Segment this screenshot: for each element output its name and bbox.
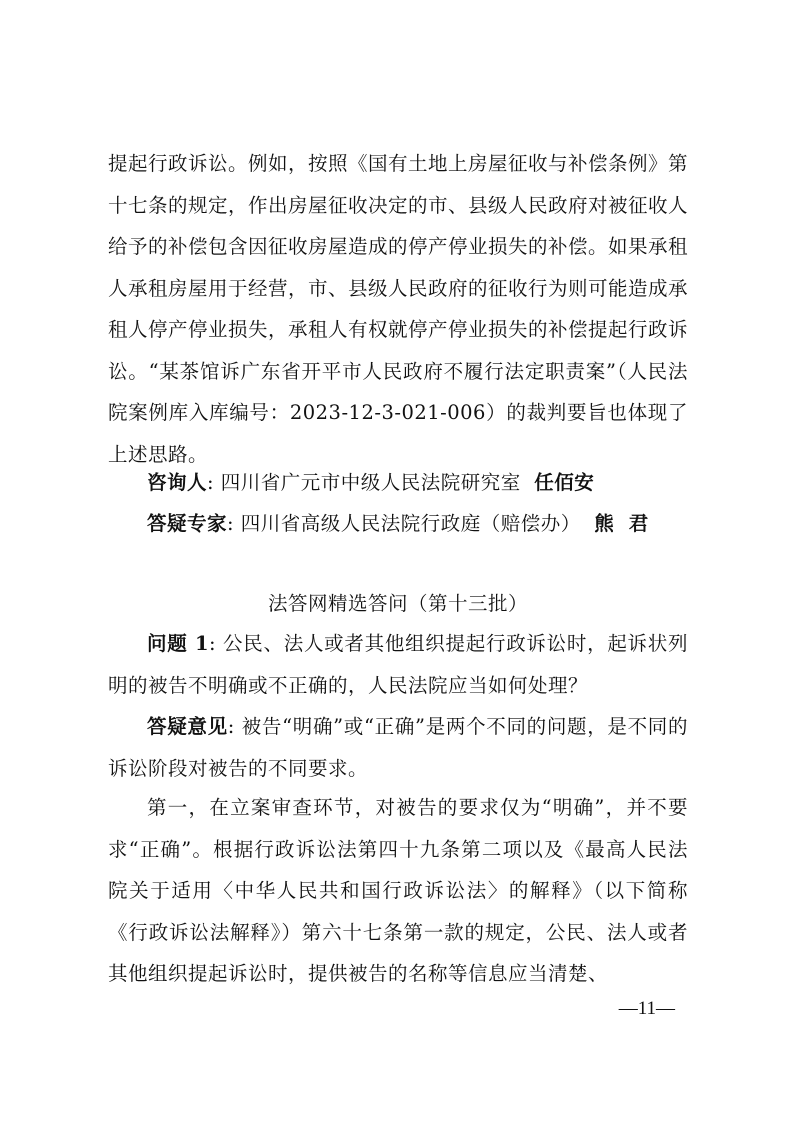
answer-colon: : bbox=[227, 715, 235, 738]
question-text: 公民、法人或者其他组织提起行政诉讼时，起诉状列明的被告不明确或不正确的，人民法院应当如何处理？ bbox=[108, 632, 688, 697]
answer-label: 答疑意见 bbox=[147, 715, 228, 738]
expert-name: 熊 君 bbox=[594, 512, 649, 535]
consultant-org: 四川省广元市中级人民法院研究室 bbox=[220, 471, 521, 494]
paragraph-continued: 提起行政诉讼。例如，按照《国有土地上房屋征收与补偿条例》第十七条的规定，作出房屋征收决定的市、县级人民政府对被征收人给予的补偿包含因征收房屋造成的停产停业损失的补偿。如果承租人承租房屋用于经营，市、县级人民政府的征收行为则可能造成承租人停产停业损失，承租人有权就停产停业损失的补偿提起行政诉讼。“某茶馆诉广东省开平市人民政府不履行法定职责案”（人民法院案例库入库编号：2023-12-3-021-006）的裁判要旨也体现了上述思路。 bbox=[108, 152, 689, 466]
expert-colon: : bbox=[227, 512, 235, 535]
consultant-label: 咨询人 bbox=[147, 471, 208, 494]
answer-text: 被告“明确”或“正确”是两个不同的问题，是不同的诉讼阶段对被告的不同要求。 bbox=[108, 715, 688, 780]
page-number: —11— bbox=[618, 998, 675, 1019]
expert-line bbox=[108, 503, 688, 545]
paragraph-first-point: 第一，在立案审查环节，对被告的要求仅为“明确”，并不要求“正确”。根据行政诉讼法第四十九条第二项以及《最高人民法院关于适用〈中华人民共和国行政诉讼法〉的解释》（以下简称《行政诉讼法解释》）第六十七条第一款的规定，公民、法人或者其他组织提起诉讼时，提供被告的名称等信息应当清楚、 bbox=[108, 796, 688, 985]
consultant-colon: : bbox=[207, 471, 215, 494]
section-title: 法答网精选答问（第十三批） bbox=[267, 592, 528, 615]
question-colon: : bbox=[209, 632, 217, 655]
question-paragraph bbox=[108, 623, 688, 706]
answer-paragraph bbox=[108, 706, 688, 789]
expert-org: 四川省高级人民法院行政庭（赔偿办） bbox=[240, 512, 581, 535]
consultant-name: 任佰安 bbox=[534, 471, 595, 494]
consultant-line bbox=[108, 462, 688, 504]
question-label: 问题 1 bbox=[147, 632, 210, 655]
expert-label: 答疑专家 bbox=[147, 512, 228, 535]
